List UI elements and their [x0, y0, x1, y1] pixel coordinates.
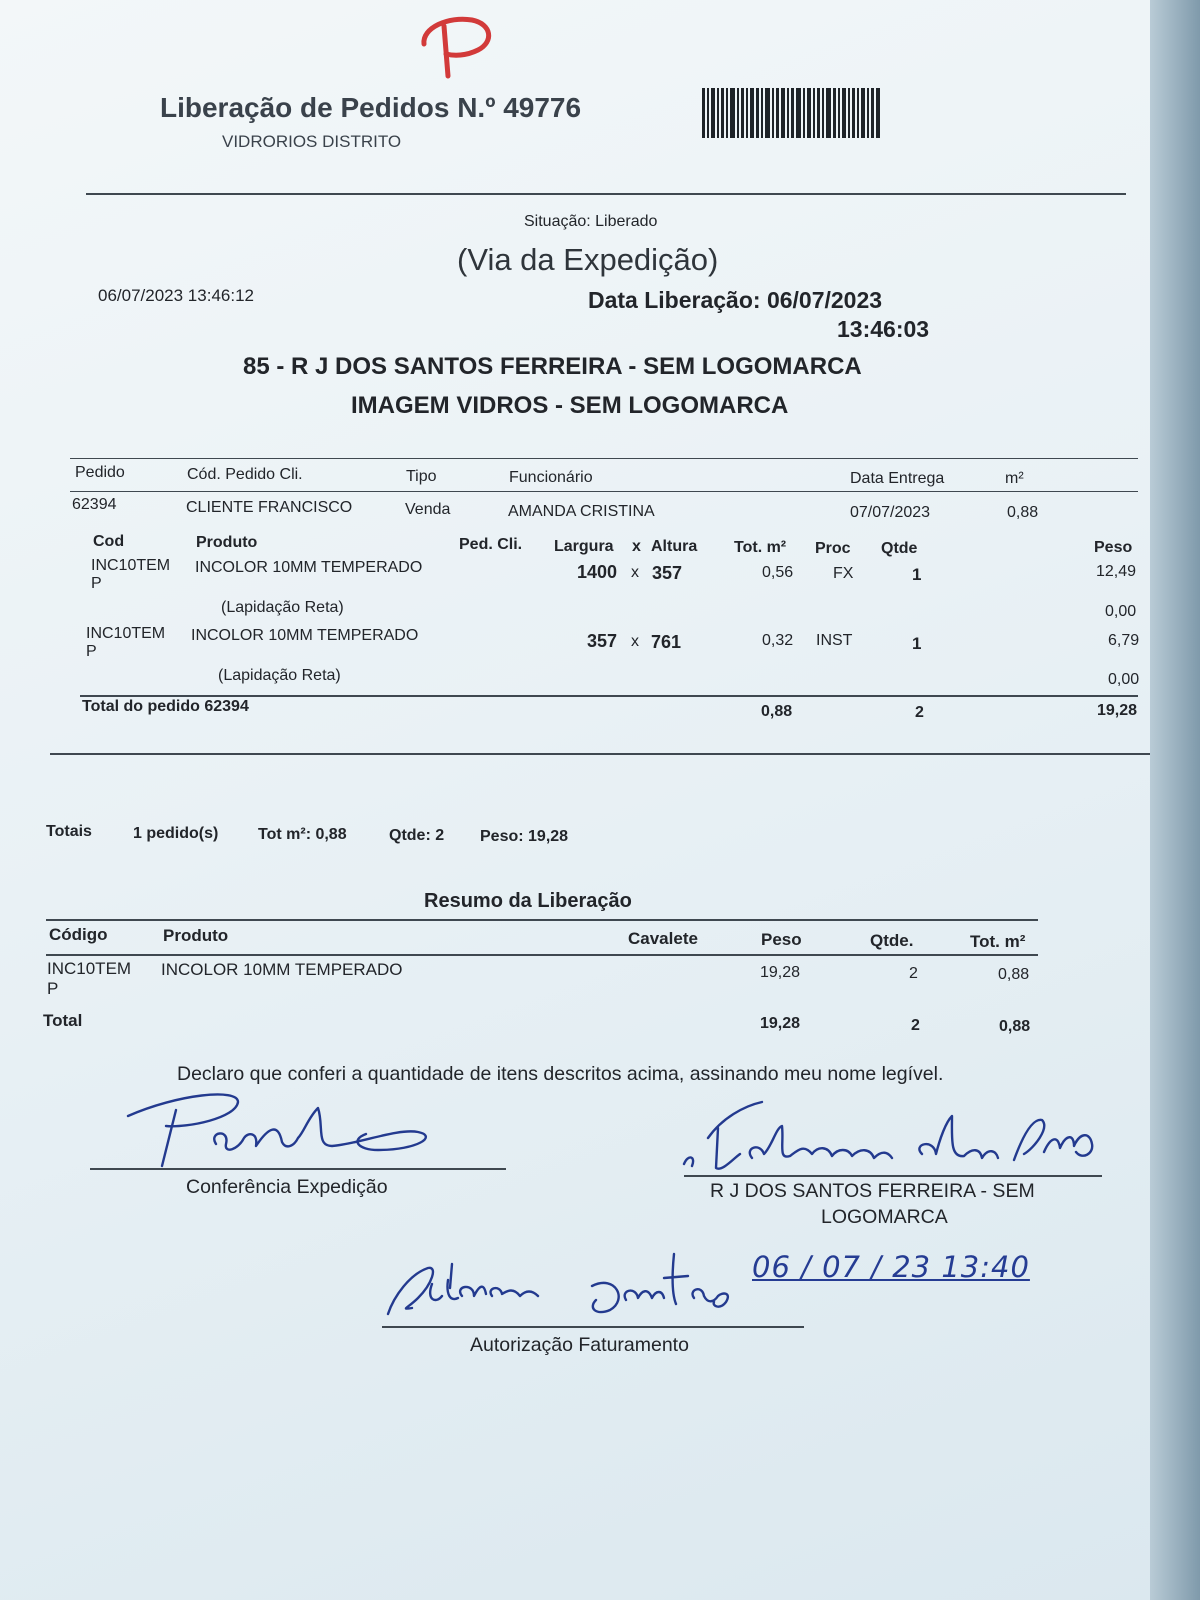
items-header-cod: Cod [93, 533, 125, 550]
order-m2: 0,88 [1007, 504, 1039, 521]
summary-header-produto: Produto [163, 926, 229, 945]
header-cod-pedido-cli: Cód. Pedido Cli. [187, 466, 303, 483]
item-sub-peso: 0,00 [1108, 671, 1140, 688]
totals-tot-m2: Tot m²: 0,88 [258, 826, 347, 843]
order-cod-pedido-cli: CLIENTE FRANCISCO [186, 499, 353, 516]
item-tot-m2: 0,56 [762, 564, 794, 581]
summary-top-line [46, 919, 1038, 921]
summary-total-peso: 19,28 [760, 1015, 801, 1032]
order-funcionario: AMANDA CRISTINA [508, 503, 655, 520]
order-table-header-line [70, 491, 1138, 492]
item-peso: 12,49 [1096, 563, 1137, 580]
item-qtde: 1 [912, 565, 922, 584]
header-m2: m² [1005, 470, 1024, 487]
item-cod [91, 557, 170, 593]
summary-header-qtde: Qtde. [870, 931, 914, 950]
barcode-icon [702, 88, 882, 140]
release-time: 13:46:03 [837, 316, 930, 342]
item-cod-line2: P [91, 575, 102, 592]
items-header-peso: Peso [1094, 539, 1133, 556]
item-x: x [631, 633, 639, 650]
items-header-ped-cli: Ped. Cli. [459, 536, 523, 553]
document-title: Liberação de Pedidos N.º 49776 [160, 92, 582, 123]
summary-title: Resumo da Liberação [424, 890, 632, 912]
summary-tot-m2: 0,88 [998, 966, 1030, 983]
item-tot-m2: 0,32 [762, 632, 794, 649]
declaration-text: Declaro que conferi a quantidade de itens descritos acima, assinando meu nome legível. [177, 1063, 944, 1085]
item-sub-label: (Lapidação Reta) [218, 667, 341, 684]
summary-header-line [46, 954, 1038, 956]
totals-pedidos: 1 pedido(s) [133, 825, 219, 842]
signature-conferencia-icon [118, 1088, 448, 1168]
company-logo-icon [418, 14, 498, 84]
handwritten-date: 06 / 07 / 23 13:40 [752, 1250, 1030, 1284]
item-sub-label: (Lapidação Reta) [221, 599, 344, 616]
summary-codigo-line2: P [47, 979, 59, 998]
order-total-qtde: 2 [915, 704, 924, 721]
item-peso: 6,79 [1108, 632, 1140, 649]
item-proc: INST [816, 632, 853, 649]
signature-client-line1: R J DOS SANTOS FERREIRA - SEM [710, 1180, 1035, 1202]
item-altura: 761 [651, 632, 682, 652]
company-name: VIDRORIOS DISTRITO [222, 132, 402, 151]
summary-produto: INCOLOR 10MM TEMPERADO [161, 960, 403, 979]
totals-qtde: Qtde: 2 [389, 827, 445, 844]
item-produto: INCOLOR 10MM TEMPERADO [191, 627, 419, 644]
totals-peso: Peso: 19,28 [480, 828, 569, 845]
item-cod-line1: INC10TEM [86, 625, 166, 642]
item-produto: INCOLOR 10MM TEMPERADO [195, 559, 423, 576]
summary-header-cavalete: Cavalete [628, 929, 698, 948]
items-header-tot-m2: Tot. m² [734, 539, 787, 556]
signature-line-autorizacao [382, 1326, 804, 1328]
summary-peso: 19,28 [760, 964, 801, 981]
summary-qtde: 2 [909, 965, 918, 982]
header-pedido: Pedido [75, 464, 125, 481]
order-total-label: Total do pedido 62394 [82, 698, 249, 715]
header-divider [86, 193, 1126, 195]
item-cod [86, 625, 165, 661]
items-header-proc: Proc [815, 540, 851, 557]
signature-line-client [684, 1175, 1102, 1177]
summary-total-tot-m2: 0,88 [999, 1018, 1031, 1035]
item-cod-line2: P [86, 643, 97, 660]
signature-client-line2: LOGOMARCA [821, 1206, 948, 1228]
items-header-produto: Produto [196, 534, 258, 551]
order-data-entrega: 07/07/2023 [850, 504, 931, 521]
paper-shadow-edge [1150, 0, 1200, 1600]
summary-total-label: Total [43, 1011, 83, 1030]
item-qtde: 1 [912, 634, 922, 653]
item-x: x [631, 564, 639, 581]
items-header-altura: Altura [651, 538, 698, 555]
order-table-top-line [70, 458, 1138, 459]
client-trade-name: IMAGEM VIDROS - SEM LOGOMARCA [351, 392, 789, 419]
signature-client-icon [682, 1098, 1102, 1178]
summary-header-peso: Peso [761, 930, 802, 949]
totals-label: Totais [46, 823, 92, 840]
items-header-largura: Largura [554, 538, 614, 555]
header-data-entrega: Data Entrega [850, 470, 945, 487]
print-datetime: 06/07/2023 13:46:12 [98, 286, 254, 305]
client-name: 85 - R J DOS SANTOS FERREIRA - SEM LOGOMARCA [243, 353, 862, 380]
signature-label-conferencia: Conferência Expedição [186, 1176, 388, 1198]
summary-header-tot-m2: Tot. m² [970, 932, 1026, 951]
order-section-divider [50, 753, 1152, 755]
items-header-qtde: Qtde [881, 540, 918, 557]
header-tipo: Tipo [406, 468, 437, 485]
order-pedido: 62394 [72, 496, 117, 513]
order-total-peso: 19,28 [1097, 702, 1138, 719]
signature-autorizacao-icon [382, 1244, 754, 1324]
header-funcionario: Funcionário [509, 469, 593, 486]
item-sub-peso: 0,00 [1105, 603, 1137, 620]
summary-codigo [47, 959, 131, 999]
items-header-x: x [632, 538, 641, 555]
item-largura: 357 [587, 631, 618, 651]
summary-codigo-line1: INC10TEM [47, 959, 132, 978]
order-total-m2: 0,88 [761, 703, 793, 720]
item-altura: 357 [652, 563, 683, 583]
signature-line-conferencia [90, 1168, 506, 1170]
item-cod-line1: INC10TEM [91, 557, 171, 574]
order-tipo: Venda [405, 501, 451, 518]
signature-label-autorizacao: Autorização Faturamento [470, 1334, 689, 1356]
summary-total-qtde: 2 [911, 1017, 920, 1034]
copy-label: (Via da Expedição) [457, 242, 719, 277]
summary-header-codigo: Código [49, 925, 108, 944]
release-date: Data Liberação: 06/07/2023 [588, 287, 883, 313]
item-largura: 1400 [577, 562, 618, 582]
order-total-line [80, 695, 1138, 697]
situation-status: Situação: Liberado [524, 213, 658, 230]
item-proc: FX [833, 565, 854, 582]
